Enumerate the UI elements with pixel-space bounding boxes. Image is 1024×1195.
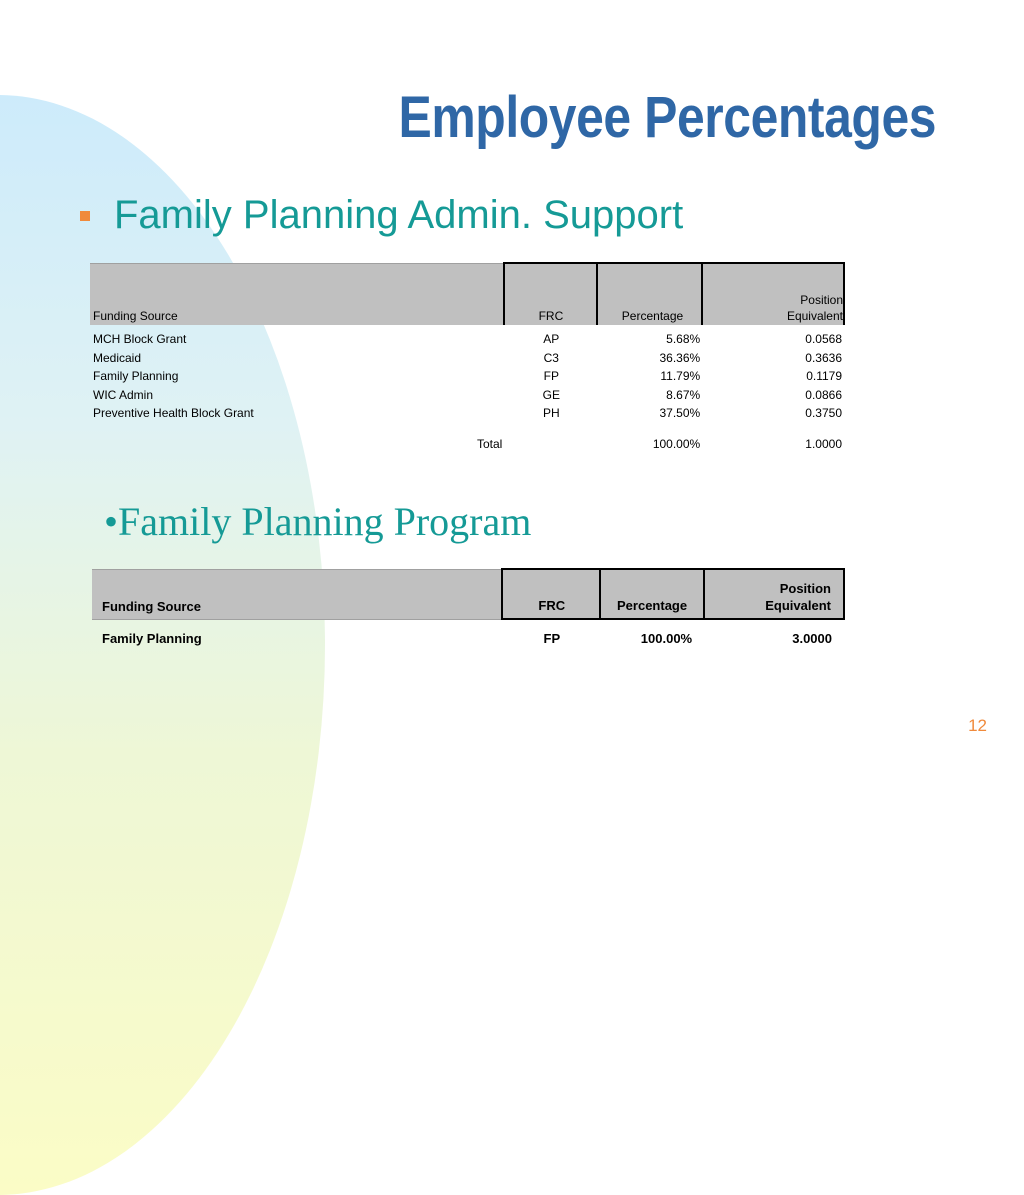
cell-frc: AP <box>543 332 560 347</box>
cell-source: WIC Admin <box>93 387 154 402</box>
admin-support-table <box>90 262 845 451</box>
cell-position: 0.3750 <box>805 406 842 421</box>
cell-position: 0.3636 <box>805 350 842 365</box>
header-frc: FRC <box>504 263 597 325</box>
cell-percentage: 11.79% <box>660 369 701 384</box>
header-position-line1: Position <box>800 293 843 307</box>
cell-percentage: 100.00% <box>640 631 693 646</box>
cell-frc: C3 <box>543 350 559 365</box>
header-position-equivalent <box>702 263 844 325</box>
table-row <box>90 404 844 423</box>
header-percentage: Percentage <box>597 263 702 325</box>
cell-position: 0.1179 <box>806 369 842 384</box>
header-percentage: Percentage <box>600 569 704 619</box>
cell-frc: FP <box>543 631 561 646</box>
total-row <box>90 423 844 451</box>
table-row <box>90 367 844 386</box>
cell-position: 0.0568 <box>805 332 842 347</box>
cell-percentage: 5.68% <box>666 332 701 347</box>
cell-source: Preventive Health Block Grant <box>93 406 254 421</box>
cell-frc: PH <box>542 406 560 421</box>
total-percentage: 100.00% <box>652 436 701 451</box>
cell-frc: GE <box>542 387 560 402</box>
square-bullet-icon <box>80 211 90 221</box>
cell-percentage: 36.36% <box>659 350 701 365</box>
cell-position: 3.0000 <box>792 631 832 646</box>
bullet-admin-support <box>80 193 683 238</box>
table-header-row <box>90 263 844 325</box>
slide-title: Employee Percentages <box>398 85 936 150</box>
header-frc: FRC <box>502 569 600 619</box>
table-row <box>92 619 844 646</box>
table-row <box>90 325 844 349</box>
total-label: Total <box>476 436 503 451</box>
table-row <box>90 349 844 368</box>
bullet-family-planning-program: •Family Planning Program <box>104 499 532 544</box>
cell-position: 0.0866 <box>805 387 842 402</box>
cell-source: Medicaid <box>93 350 142 365</box>
cell-percentage: 37.50% <box>659 406 701 421</box>
header-funding-source: Funding Source <box>92 569 502 619</box>
cell-percentage: 8.67% <box>666 387 701 402</box>
family-planning-program-table <box>92 568 845 646</box>
bullet-admin-support-text: Family Planning Admin. Support <box>114 193 684 237</box>
header-position-line2: Equivalent <box>786 309 843 323</box>
total-position: 1.0000 <box>805 436 842 451</box>
header-position-line1: Position <box>779 581 831 596</box>
cell-frc: FP <box>543 369 559 384</box>
cell-source: MCH Block Grant <box>93 332 187 347</box>
header-position-line2: Equivalent <box>765 598 831 613</box>
table-header-row <box>92 569 844 619</box>
cell-source: Family Planning <box>102 631 202 646</box>
header-funding-source: Funding Source <box>90 263 504 325</box>
header-position-equivalent <box>704 569 844 619</box>
cell-source: Family Planning <box>93 369 179 384</box>
page-number: 12 <box>968 716 987 735</box>
table-row <box>90 386 844 405</box>
total-frc-empty <box>504 423 597 451</box>
